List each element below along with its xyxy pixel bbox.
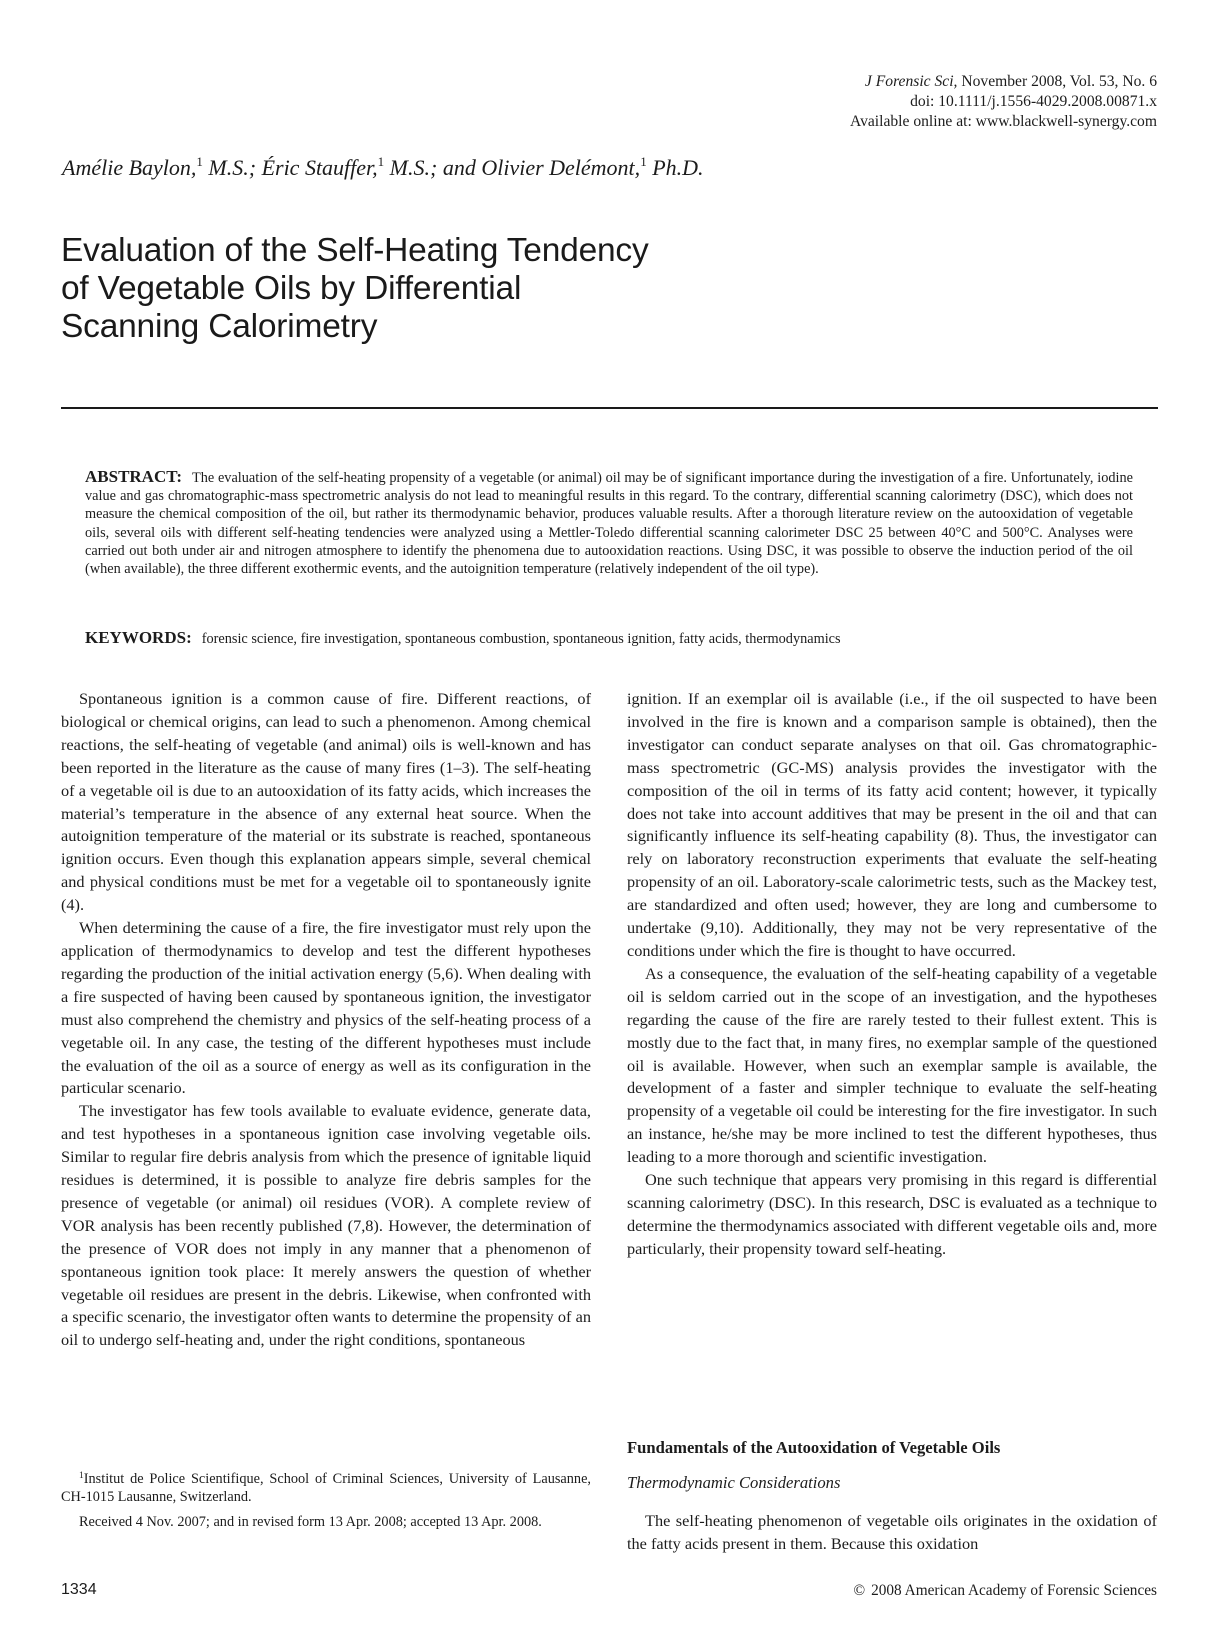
received-footnote: Received 4 Nov. 2007; and in revised form 13 Apr. 2008; accepted 13 Apr. 2008. — [79, 1514, 542, 1531]
paper-title — [61, 232, 841, 346]
copyright-icon: © — [853, 1582, 866, 1599]
journal-issue: November 2008, Vol. 53, No. 6 — [957, 73, 1157, 90]
author-name: Éric Stauffer, — [256, 155, 378, 180]
paragraph: The self-heating phenomenon of vegetable oils originates in the oxidation of the fatty acids present in them. Because this oxidation — [627, 1511, 1157, 1553]
availability-note: Available online at: www.blackwell-synergy.com — [849, 113, 1157, 130]
journal-citation — [850, 72, 1157, 132]
author-degree: M.S.; — [384, 155, 438, 180]
doi: doi: 10.1111/j.1556-4029.2008.00871.x — [910, 93, 1157, 110]
paragraph: The investigator has few tools available to evaluate evidence, generate data, and test hypotheses in a spontaneous ignition case involving vegetable oils. Similar to regular fire debris analysis from which the presence of ignitable liquid residues is determined, it is possible to analyze fire debris samples for the presence of vegetable (or animal) oil residues (VOR). A complete review of VOR analysis has been recently published (7,8). However, the determination of the presence of VOR does not imply in any manner that a phenomenon of spontaneous ignition took place: It merely answers the question of whether vegetable oil residues are present in the debris. Likewise, when confronted with a specific scenario, the investigator often wants to determine the propensity of an oil to undergo self-heating and, under the right conditions, spontaneous — [61, 1101, 591, 1350]
affiliation-mark: 1 — [377, 154, 385, 169]
journal-name: J Forensic Sci, — [864, 73, 958, 90]
body-column-right — [627, 688, 1157, 1261]
footnote-mark: 1 — [79, 1471, 84, 1481]
subsection-heading: Thermodynamic Considerations — [627, 1473, 841, 1492]
journal-issue-line — [850, 72, 1157, 92]
paragraph: ignition. If an exemplar oil is available (i.e., if the oil suspected to have been involved in the fire is known and a comparison sample is obtained), then the investigator can conduct separate analyses on that oil. Gas chromatographic-mass spectrometric (GC-MS) analysis provides the investigator with the composition of the oil in terms of its fatty acid content; however, it typically does not take into account additives that may be present in the oil and that can significantly influence its self-heating capability (8). Thus, the investigator can rely on laboratory reconstruction experiments that evaluate the self-heating propensity of an oil. Laboratory-scale calorimetric tests, such as the Mackey test, are standardized and often used; however, they are long and cumbersome to undertake (9,10). Additionally, they may not be very representative of the conditions under which the fire is thought to have occurred. — [627, 689, 1157, 960]
paragraph: Spontaneous ignition is a common cause of fire. Different reactions, of biological or chemical origins, can lead to such a phenomenon. Among chemical reactions, the self-heating of vegetable (and animal) oils is well-known and has been reported in the literature as the cause of many fires (1–3). The self-heating of a vegetable oil is due to an autooxidation of its fatty acids, which increases the material’s temperature in the absence of any external heat source. When the autoignition temperature of the material or its substrate is reached, spontaneous ignition occurs. Even though this explanation appears simple, several chemical and physical conditions must be met for a vegetable oil to spontaneously ignite (4). — [61, 689, 591, 915]
author-list — [62, 155, 704, 181]
copyright-text: 2008 American Academy of Forensic Sciences — [871, 1582, 1157, 1599]
title-line: of Vegetable Oils by Differential — [61, 270, 522, 307]
paragraph: When determining the cause of a fire, the fire investigator must rely upon the application of thermodynamics to develop and test the different hypotheses regarding the production of the initial activation energy (5,6). When dealing with a fire suspected of having been caused by spontaneous ignition, the investigator must also comprehend the chemistry and physics of the self-heating process of a vegetable oil. In any case, the testing of the different hypotheses must include the evaluation of the oil as a source of energy as well as its configuration in the particular scenario. — [61, 918, 591, 1098]
abstract-text: The evaluation of the self-heating propensity of a vegetable (or animal) oil may be of significant importance during the investigation of a fire. Unfortunately, iodine value and gas chromatographic-mass spectrometric analysis do not lead to meaningful results in this regard. To the contrary, differential scanning calorimetry (DSC), which does not measure the chemical composition of the oil, but rather its thermodynamic behavior, produces valuable results. After a thorough literature review on the autooxidation of vegetable oils, several oils with different self-heating tendencies were analyzed using a Mettler-Toledo differential scanning calorimeter DSC 25 between 40°C and 500°C. Analyses were carried out both under air and nitrogen atmosphere to identify the phenomena due to autooxidation reactions. Using DSC, it was possible to observe the induction period of the oil (when available), the three different exothermic events, and the autoignition temperature (relatively independent of the oil type). — [85, 470, 1133, 578]
footnotes — [61, 1470, 591, 1539]
author-name: and Olivier Delémont, — [437, 155, 641, 180]
section-heading: Fundamentals of the Autooxidation of Vegetable Oils — [627, 1438, 1001, 1457]
affiliation-text: Institut de Police Scientifique, School of Criminal Sciences, University of Lausanne, CH-1015 Lausanne, Switzerland. — [61, 1471, 591, 1506]
paragraph: One such technique that appears very promising in this regard is differential scanning calorimetry (DSC). In this research, DSC is evaluated as a technique to determine the thermodynamics associated with different vegetable oils and, more particularly, their propensity toward self-heating. — [627, 1170, 1157, 1258]
affiliation-mark: 1 — [196, 154, 203, 169]
affiliation-mark: 1 — [640, 154, 647, 169]
title-line: Evaluation of the Self-Heating Tendency — [61, 232, 649, 269]
title-divider — [61, 407, 1158, 409]
abstract-label: ABSTRACT: — [85, 467, 182, 486]
keywords-label: KEYWORDS: — [85, 628, 192, 647]
keywords — [85, 628, 1133, 648]
keywords-text: forensic science, fire investigation, spontaneous combustion, spontaneous ignition, fatty acids, thermodynamics — [201, 631, 841, 647]
affiliation-footnote — [61, 1470, 591, 1506]
author-degree: M.S.; — [202, 155, 257, 180]
author-name: Amélie Baylon, — [62, 155, 197, 180]
copyright — [853, 1582, 1157, 1600]
paragraph: As a consequence, the evaluation of the self-heating capability of a vegetable oil is seldom carried out in the scope of an investigation, and the hypotheses regarding the cause of the fire are rarely tested to their fullest extent. This is mostly due to the fact that, in many fires, no exemplar sample of the questioned oil is available. However, when such an exemplar sample is available, the development of a faster and simpler technique to evaluate the self-heating propensity of a vegetable oil could be interesting for the fire investigator. In such an instance, he/she may be more inclined to test the different hypotheses, thus leading to a more thorough and scientific investigation. — [627, 963, 1157, 1167]
section-body — [627, 1510, 1157, 1556]
title-line: Scanning Calorimetry — [61, 308, 378, 345]
body-column-left — [61, 688, 591, 1352]
page-number: 1334 — [61, 1581, 97, 1598]
abstract — [85, 468, 1133, 578]
author-degree: Ph.D. — [646, 155, 704, 180]
